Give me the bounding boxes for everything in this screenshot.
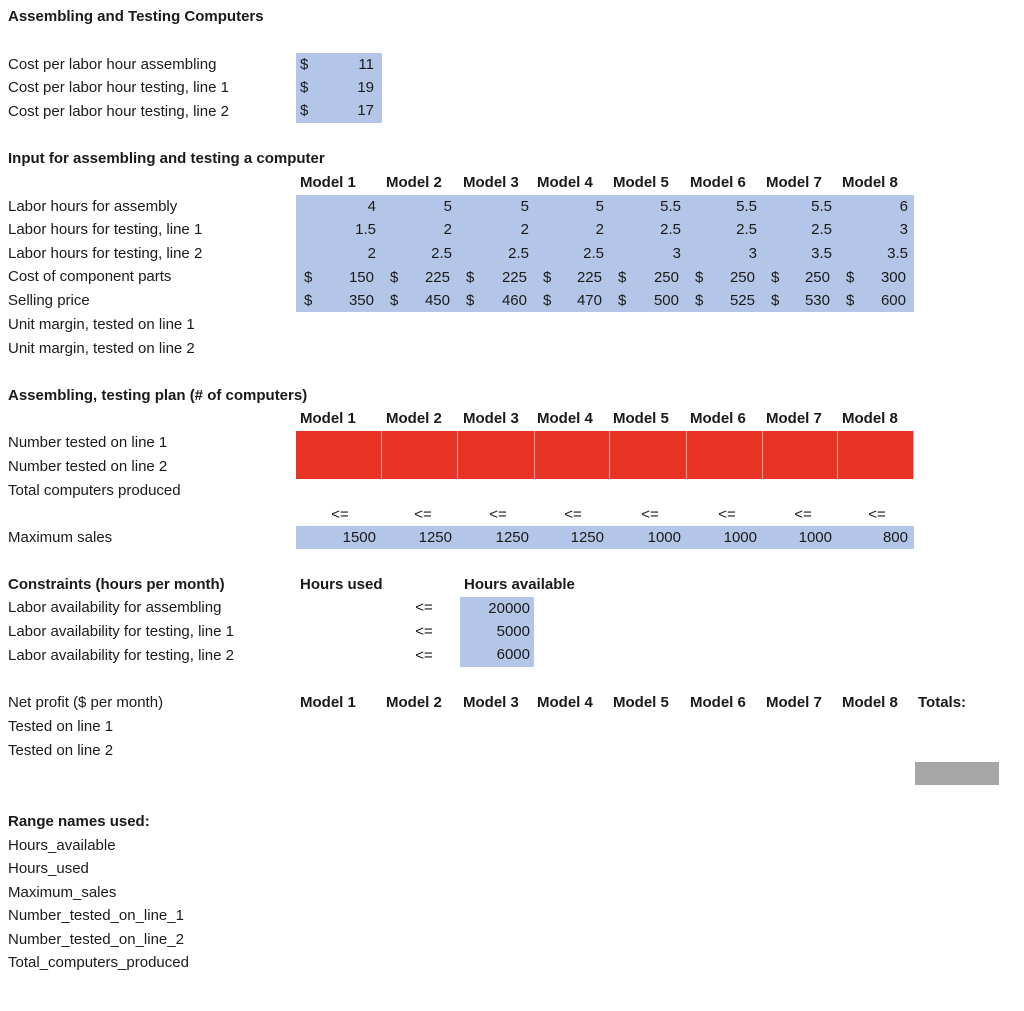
max-sales-cell[interactable]: 800 bbox=[882, 529, 908, 546]
model-header: Model 7 bbox=[766, 174, 822, 191]
money-value: 600 bbox=[880, 292, 906, 309]
input-row-label: Unit margin, tested on line 1 bbox=[8, 316, 195, 333]
le-sign: <= bbox=[718, 506, 736, 523]
money-value: 250 bbox=[729, 269, 755, 286]
model-header: Model 4 bbox=[537, 694, 593, 711]
cost-cell-testing-2[interactable] bbox=[296, 99, 382, 122]
model-header: Model 2 bbox=[386, 694, 442, 711]
money-value: 470 bbox=[576, 292, 602, 309]
number-tested-line-1-cell[interactable] bbox=[296, 431, 382, 455]
constraint-le-sign: <= bbox=[415, 623, 433, 640]
currency-symbol: $ bbox=[618, 292, 627, 309]
input-cell[interactable]: 2.5 bbox=[508, 245, 529, 262]
constraint-label-testing-2: Labor availability for testing, line 2 bbox=[8, 647, 234, 664]
profit-row-line-2: Tested on line 2 bbox=[8, 742, 114, 759]
model-header: Model 5 bbox=[613, 174, 669, 191]
number-tested-line-1-cell[interactable] bbox=[687, 431, 763, 455]
money-value: 225 bbox=[501, 269, 527, 286]
range-name-item: Hours_used bbox=[8, 860, 89, 877]
hours-available-testing-1[interactable]: 5000 bbox=[496, 623, 530, 640]
money-value: 530 bbox=[804, 292, 830, 309]
money-value: 225 bbox=[424, 269, 450, 286]
hours-used-header: Hours used bbox=[300, 576, 383, 593]
input-cell[interactable]: 2 bbox=[595, 221, 604, 238]
money-value: 525 bbox=[729, 292, 755, 309]
max-sales-cell[interactable]: 1000 bbox=[647, 529, 681, 546]
number-tested-line-2-cell[interactable] bbox=[458, 455, 535, 479]
input-money-cell[interactable] bbox=[687, 266, 763, 289]
model-header: Model 6 bbox=[690, 410, 746, 427]
model-header: Model 3 bbox=[463, 410, 519, 427]
input-money-cell[interactable] bbox=[458, 289, 535, 312]
cost-value: 19 bbox=[357, 79, 374, 96]
input-row-label: Labor hours for testing, line 2 bbox=[8, 245, 203, 262]
currency-symbol: $ bbox=[771, 269, 780, 286]
money-value: 250 bbox=[804, 269, 830, 286]
currency-symbol: $ bbox=[771, 292, 780, 309]
input-money-cell[interactable] bbox=[610, 289, 687, 312]
le-sign: <= bbox=[794, 506, 812, 523]
number-tested-line-2-cell[interactable] bbox=[838, 455, 914, 479]
cost-label-testing-1: Cost per labor hour testing, line 1 bbox=[8, 79, 229, 96]
model-header: Model 7 bbox=[766, 410, 822, 427]
input-cell[interactable]: 6 bbox=[899, 198, 908, 215]
input-section-header: Input for assembling and testing a computer bbox=[8, 150, 325, 167]
currency-symbol: $ bbox=[846, 269, 855, 286]
constraints-header: Constraints (hours per month) bbox=[8, 576, 225, 593]
money-value: 250 bbox=[653, 269, 679, 286]
model-header: Model 4 bbox=[537, 174, 593, 191]
model-header: Model 2 bbox=[386, 174, 442, 191]
currency-symbol: $ bbox=[304, 269, 313, 286]
le-sign: <= bbox=[331, 506, 349, 523]
input-row-label: Labor hours for assembly bbox=[8, 198, 178, 215]
money-value: 460 bbox=[501, 292, 527, 309]
cost-cell-assembling[interactable] bbox=[296, 53, 382, 76]
input-money-cell[interactable] bbox=[763, 266, 838, 289]
money-value: 150 bbox=[348, 269, 374, 286]
cost-label-assembling: Cost per labor hour assembling bbox=[8, 56, 217, 73]
currency-symbol: $ bbox=[304, 292, 313, 309]
constraint-le-sign: <= bbox=[415, 647, 433, 664]
max-sales-cell[interactable]: 1000 bbox=[723, 529, 757, 546]
le-sign: <= bbox=[489, 506, 507, 523]
le-sign: <= bbox=[868, 506, 886, 523]
cost-label-testing-2: Cost per labor hour testing, line 2 bbox=[8, 103, 229, 120]
max-sales-cell[interactable]: 1250 bbox=[570, 529, 604, 546]
input-cell[interactable]: 3.5 bbox=[811, 245, 832, 262]
cost-value: 17 bbox=[357, 102, 374, 119]
input-cell[interactable]: 5.5 bbox=[660, 198, 681, 215]
input-money-cell[interactable] bbox=[382, 289, 458, 312]
plan-section-header: Assembling, testing plan (# of computers) bbox=[8, 387, 308, 404]
currency-symbol: $ bbox=[466, 292, 475, 309]
input-cell[interactable]: 2.5 bbox=[736, 221, 757, 238]
hours-available-testing-2[interactable]: 6000 bbox=[496, 646, 530, 663]
input-cell[interactable]: 2.5 bbox=[660, 221, 681, 238]
input-cell[interactable]: 3 bbox=[672, 245, 681, 262]
hours-available-assembling[interactable]: 20000 bbox=[488, 600, 530, 617]
max-sales-label: Maximum sales bbox=[8, 529, 113, 546]
number-tested-line-1-cell[interactable] bbox=[382, 431, 458, 455]
model-header: Model 4 bbox=[537, 410, 593, 427]
currency-symbol: $ bbox=[390, 269, 399, 286]
input-cell[interactable]: 3 bbox=[748, 245, 757, 262]
input-cell[interactable]: 5 bbox=[520, 198, 529, 215]
number-tested-line-1-cell[interactable] bbox=[535, 431, 610, 455]
max-sales-cell[interactable]: 1000 bbox=[798, 529, 832, 546]
input-cell[interactable]: 5.5 bbox=[811, 198, 832, 215]
max-sales-cell[interactable]: 1250 bbox=[418, 529, 452, 546]
model-header: Model 2 bbox=[386, 410, 442, 427]
number-tested-line-2-cell[interactable] bbox=[382, 455, 458, 479]
input-money-cell[interactable] bbox=[535, 289, 610, 312]
model-header: Model 3 bbox=[463, 174, 519, 191]
number-tested-line-2-cell[interactable] bbox=[687, 455, 763, 479]
model-header: Model 1 bbox=[300, 694, 356, 711]
input-money-cell[interactable] bbox=[535, 266, 610, 289]
currency-symbol: $ bbox=[846, 292, 855, 309]
input-cell[interactable]: 3.5 bbox=[887, 245, 908, 262]
input-money-cell[interactable] bbox=[382, 266, 458, 289]
currency-symbol: $ bbox=[543, 292, 552, 309]
number-tested-line-2-cell[interactable] bbox=[535, 455, 610, 479]
plan-row-label: Number tested on line 2 bbox=[8, 458, 168, 475]
le-sign: <= bbox=[414, 506, 432, 523]
currency-symbol: $ bbox=[300, 102, 309, 119]
range-name-item: Number_tested_on_line_1 bbox=[8, 907, 184, 924]
input-money-cell[interactable] bbox=[763, 289, 838, 312]
input-cell[interactable]: 2.5 bbox=[583, 245, 604, 262]
input-row-label: Selling price bbox=[8, 292, 90, 309]
input-cell[interactable]: 5 bbox=[443, 198, 452, 215]
money-value: 350 bbox=[348, 292, 374, 309]
input-cell[interactable]: 4 bbox=[367, 198, 376, 215]
input-money-cell[interactable] bbox=[838, 266, 914, 289]
le-sign: <= bbox=[564, 506, 582, 523]
profit-row-line-1: Tested on line 1 bbox=[8, 718, 114, 735]
model-header: Model 1 bbox=[300, 410, 356, 427]
input-cell[interactable]: 2.5 bbox=[811, 221, 832, 238]
input-money-cell[interactable] bbox=[296, 289, 382, 312]
number-tested-line-2-cell[interactable] bbox=[296, 455, 382, 479]
currency-symbol: $ bbox=[466, 269, 475, 286]
model-header: Model 6 bbox=[690, 174, 746, 191]
input-cell[interactable]: 2 bbox=[367, 245, 376, 262]
number-tested-line-2-cell[interactable] bbox=[610, 455, 687, 479]
number-tested-line-1-cell[interactable] bbox=[458, 431, 535, 455]
currency-symbol: $ bbox=[695, 269, 704, 286]
input-cell[interactable]: 3 bbox=[899, 221, 908, 238]
input-money-cell[interactable] bbox=[610, 266, 687, 289]
total-profit-cell[interactable] bbox=[915, 762, 999, 785]
model-header: Model 5 bbox=[613, 694, 669, 711]
input-row-label: Cost of component parts bbox=[8, 268, 172, 285]
range-names-header: Range names used: bbox=[8, 813, 150, 830]
model-header: Model 8 bbox=[842, 694, 898, 711]
cost-value: 11 bbox=[358, 56, 374, 73]
input-money-cell[interactable] bbox=[296, 266, 382, 289]
input-cell[interactable]: 2 bbox=[520, 221, 529, 238]
totals-header: Totals: bbox=[918, 694, 967, 711]
currency-symbol: $ bbox=[618, 269, 627, 286]
model-header: Model 6 bbox=[690, 694, 746, 711]
input-cell[interactable]: 2 bbox=[443, 221, 452, 238]
input-row-label: Labor hours for testing, line 1 bbox=[8, 221, 203, 238]
money-value: 450 bbox=[424, 292, 450, 309]
constraint-le-sign: <= bbox=[415, 599, 433, 616]
money-value: 300 bbox=[880, 269, 906, 286]
money-value: 500 bbox=[653, 292, 679, 309]
max-sales-cell[interactable]: 1500 bbox=[342, 529, 376, 546]
currency-symbol: $ bbox=[300, 79, 309, 96]
net-profit-header: Net profit ($ per month) bbox=[8, 694, 164, 711]
input-row-label: Unit margin, tested on line 2 bbox=[8, 340, 195, 357]
le-sign: <= bbox=[641, 506, 659, 523]
money-value: 225 bbox=[576, 269, 602, 286]
constraint-label-assembling: Labor availability for assembling bbox=[8, 599, 222, 616]
number-tested-line-1-cell[interactable] bbox=[763, 431, 838, 455]
plan-row-label: Total computers produced bbox=[8, 482, 181, 499]
input-money-cell[interactable] bbox=[687, 289, 763, 312]
input-cell[interactable]: 2.5 bbox=[431, 245, 452, 262]
range-name-item: Maximum_sales bbox=[8, 884, 117, 901]
currency-symbol: $ bbox=[300, 56, 309, 73]
input-cell[interactable]: 5 bbox=[595, 198, 604, 215]
currency-symbol: $ bbox=[390, 292, 399, 309]
constraint-label-testing-1: Labor availability for testing, line 1 bbox=[8, 623, 234, 640]
model-header: Model 8 bbox=[842, 410, 898, 427]
input-money-cell[interactable] bbox=[838, 289, 914, 312]
range-name-item: Total_computers_produced bbox=[8, 954, 189, 971]
currency-symbol: $ bbox=[543, 269, 552, 286]
sheet-title: Assembling and Testing Computers bbox=[8, 8, 264, 25]
input-cell[interactable]: 1.5 bbox=[355, 221, 376, 238]
cost-cell-testing-1[interactable] bbox=[296, 76, 382, 99]
currency-symbol: $ bbox=[695, 292, 704, 309]
number-tested-line-1-cell[interactable] bbox=[610, 431, 687, 455]
model-header: Model 3 bbox=[463, 694, 519, 711]
range-name-item: Number_tested_on_line_2 bbox=[8, 931, 184, 948]
model-header: Model 7 bbox=[766, 694, 822, 711]
plan-row-label: Number tested on line 1 bbox=[8, 434, 168, 451]
max-sales-cell[interactable]: 1250 bbox=[495, 529, 529, 546]
model-header: Model 8 bbox=[842, 174, 898, 191]
model-header: Model 5 bbox=[613, 410, 669, 427]
number-tested-line-2-cell[interactable] bbox=[763, 455, 838, 479]
input-cell[interactable]: 5.5 bbox=[736, 198, 757, 215]
input-money-cell[interactable] bbox=[458, 266, 535, 289]
number-tested-line-1-cell[interactable] bbox=[838, 431, 914, 455]
hours-available-header: Hours available bbox=[464, 576, 575, 593]
range-name-item: Hours_available bbox=[8, 837, 116, 854]
model-header: Model 1 bbox=[300, 174, 356, 191]
